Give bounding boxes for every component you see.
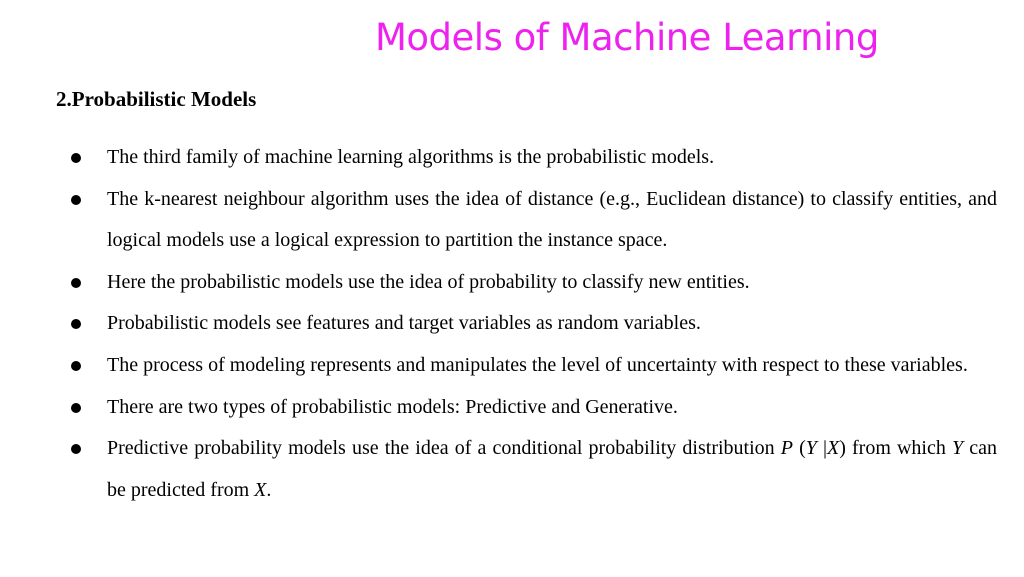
list-item — [0, 345, 997, 387]
bullet-icon — [71, 195, 81, 205]
bullet-text-part: ( — [792, 437, 806, 460]
list-item — [0, 428, 997, 511]
bullet-text: There are two types of probabilistic models: Predictive and Generative. — [107, 395, 678, 418]
math-variable-p: P — [780, 437, 793, 460]
bullet-icon — [71, 278, 81, 288]
bullet-list — [0, 137, 1024, 511]
bullet-text-part: ) from which — [839, 437, 952, 460]
bullet-text-part: Predictive probability models use the idea of a conditional probability distribution — [107, 437, 781, 460]
math-variable-y: Y — [805, 437, 817, 460]
bullet-text: Here the probabilistic models use the idea of probability to classify new entities. — [107, 270, 750, 293]
math-variable-y: Y — [951, 437, 964, 460]
list-item — [0, 387, 997, 429]
math-variable-x: X — [827, 437, 840, 460]
math-variable-x: X — [254, 478, 267, 501]
bullet-icon — [71, 361, 81, 371]
list-item — [0, 303, 997, 345]
bullet-text: The third family of machine learning algorithms is the probabilistic models. — [107, 146, 715, 168]
bullet-icon — [71, 153, 81, 163]
bullet-icon — [71, 403, 81, 413]
bullet-text: Probabilistic models see features and target variables as random variables. — [107, 312, 701, 335]
section-heading: 2.Probabilistic Models — [56, 87, 257, 111]
bullet-text: The process of modeling represents and manipulates the level of uncertainty with respect to these variables. — [107, 353, 968, 376]
bullet-text-part: | — [816, 437, 828, 460]
list-item — [0, 137, 997, 179]
bullet-icon — [71, 319, 81, 329]
slide-title: Models of Machine Learning — [375, 16, 879, 59]
bullet-text-part: can be predicted from — [107, 437, 997, 501]
list-item — [0, 262, 997, 304]
bullet-icon — [71, 444, 81, 454]
bullet-text-part: . — [266, 478, 272, 501]
list-item — [0, 179, 997, 262]
bullet-text: The k-nearest neighbour algorithm uses the idea of distance (e.g., Euclidean distance) to classify entities, and logical models use a logical expression to partition the instance space. — [107, 187, 997, 252]
